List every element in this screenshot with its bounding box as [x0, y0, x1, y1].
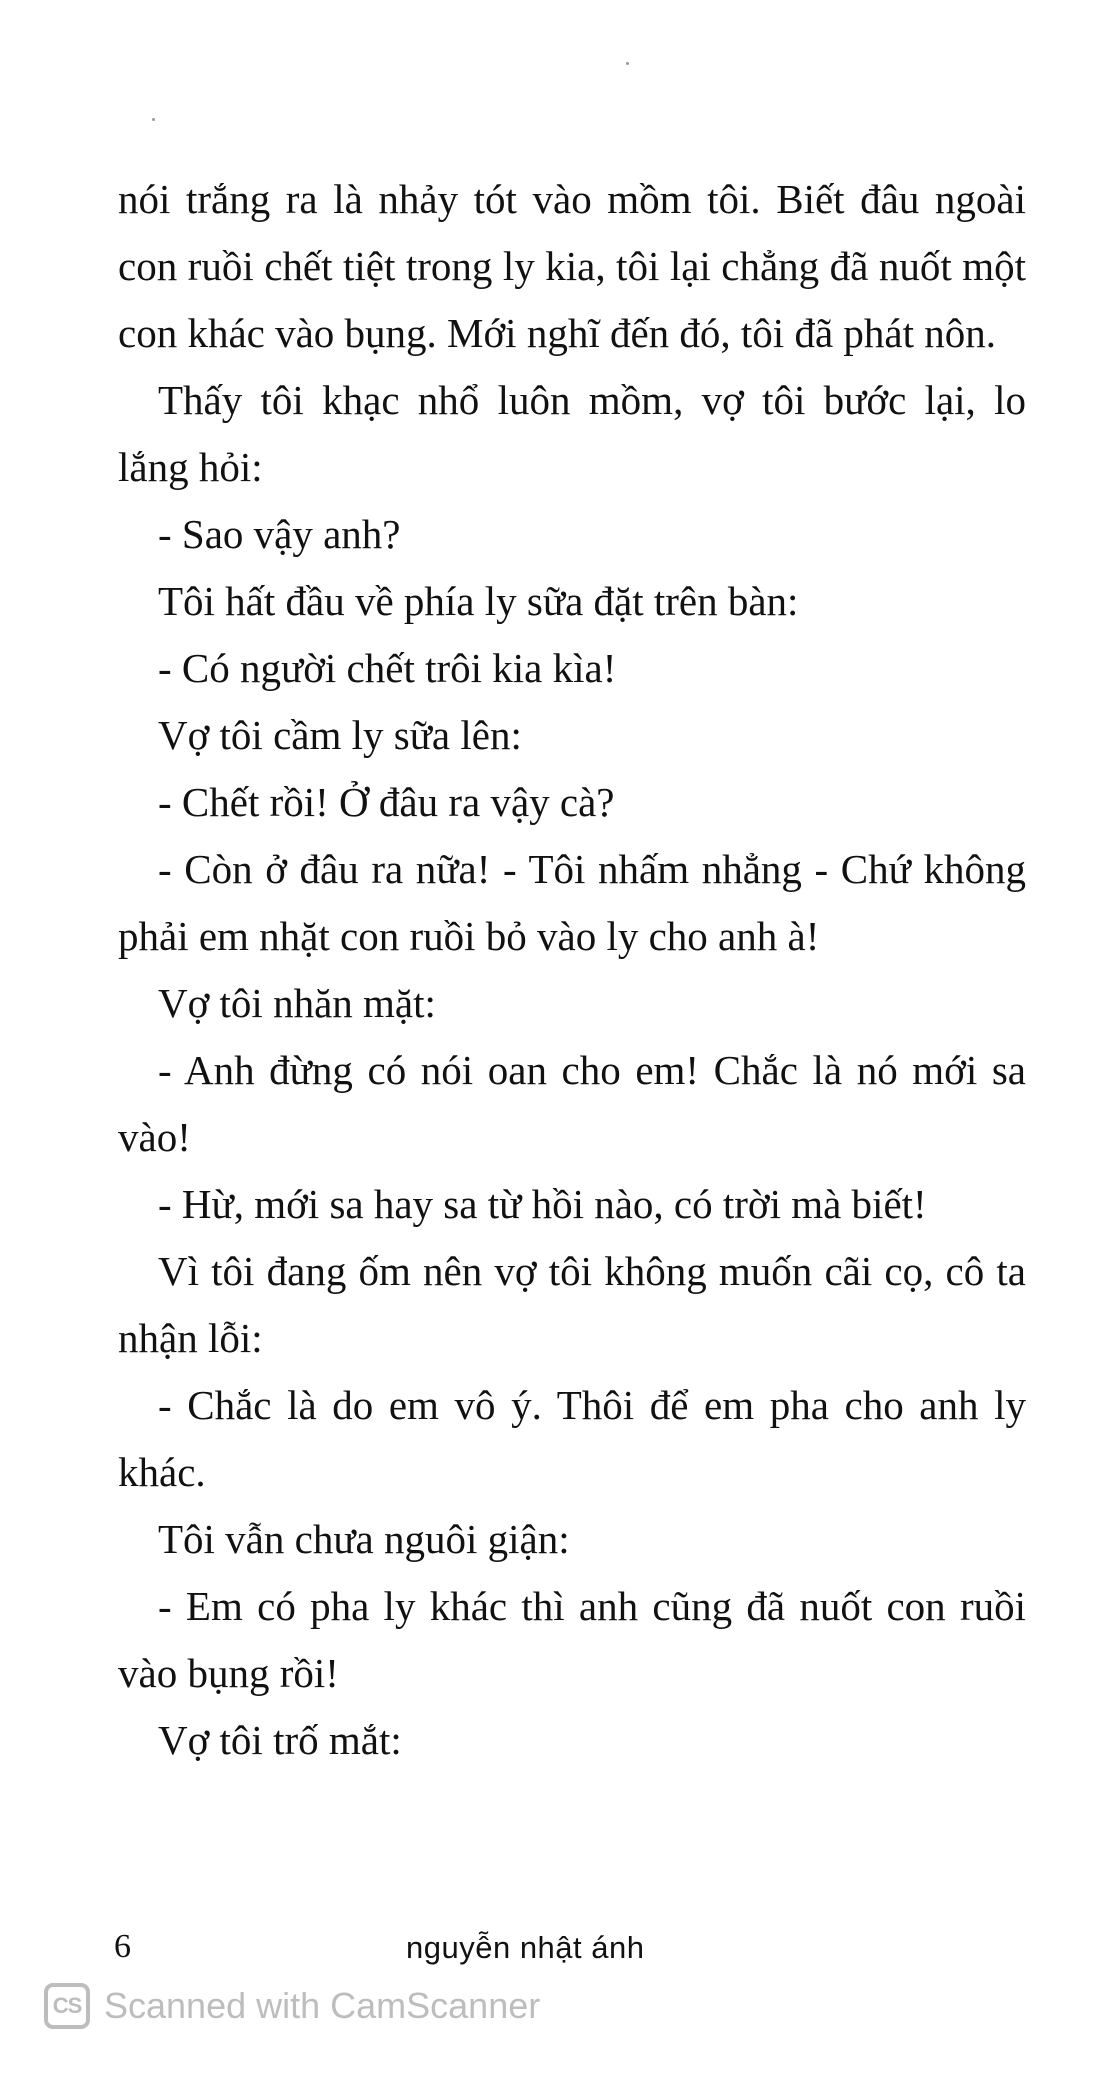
- camscanner-logo-icon: CS: [44, 1983, 90, 2029]
- paragraph: Tôi hất đầu về phía ly sữa đặt trên bàn:: [158, 578, 799, 624]
- paragraph: - Anh đừng có nói oan cho em! Chắc là nó mới sa vào!: [118, 1047, 1026, 1160]
- paragraph: - Có người chết trôi kia kìa!: [158, 645, 617, 691]
- camscanner-watermark: [44, 1983, 540, 2029]
- paragraph: nói trắng ra là nhảy tót vào mồm tôi. Biết đâu ngoài con ruồi chết tiệt trong ly kia, tôi lại chẳng đã nuốt một con khác vào bụng. Mới nghĩ đến đó, tôi đã phát nôn.: [118, 176, 1026, 356]
- paragraph: - Em có pha ly khác thì anh cũng đã nuốt con ruồi vào bụng rồi!: [118, 1583, 1026, 1696]
- paragraph: - Sao vậy anh?: [158, 511, 401, 557]
- paragraph: - Còn ở đâu ra nữa! - Tôi nhấm nhẳng - Chứ không phải em nhặt con ruồi bỏ vào ly cho anh à!: [118, 846, 1026, 959]
- paragraph: Vợ tôi cầm ly sữa lên:: [158, 712, 522, 758]
- scan-speck: [152, 118, 155, 121]
- scan-speck: [626, 62, 629, 65]
- paragraph: - Hừ, mới sa hay sa từ hồi nào, có trời mà biết!: [158, 1181, 927, 1227]
- paragraph: Vì tôi đang ốm nên vợ tôi không muốn cãi cọ, cô ta nhận lỗi:: [118, 1248, 1026, 1361]
- paragraph: - Chắc là do em vô ý. Thôi để em pha cho anh ly khác.: [118, 1382, 1026, 1495]
- running-footer-author: nguyễn nhật ánh: [406, 1930, 645, 1965]
- paragraph: Tôi vẫn chưa nguôi giận:: [158, 1516, 570, 1562]
- watermark-text: Scanned with CamScanner: [104, 1985, 541, 2026]
- page-number: 6: [114, 1928, 131, 1965]
- paragraph: - Chết rồi! Ở đâu ra vậy cà?: [158, 779, 615, 825]
- page-body-text: [118, 166, 1026, 1774]
- paragraph: Thấy tôi khạc nhổ luôn mồm, vợ tôi bước lại, lo lắng hỏi:: [118, 377, 1026, 490]
- paragraph: Vợ tôi nhăn mặt:: [158, 980, 436, 1026]
- paragraph: Vợ tôi trố mắt:: [158, 1717, 402, 1763]
